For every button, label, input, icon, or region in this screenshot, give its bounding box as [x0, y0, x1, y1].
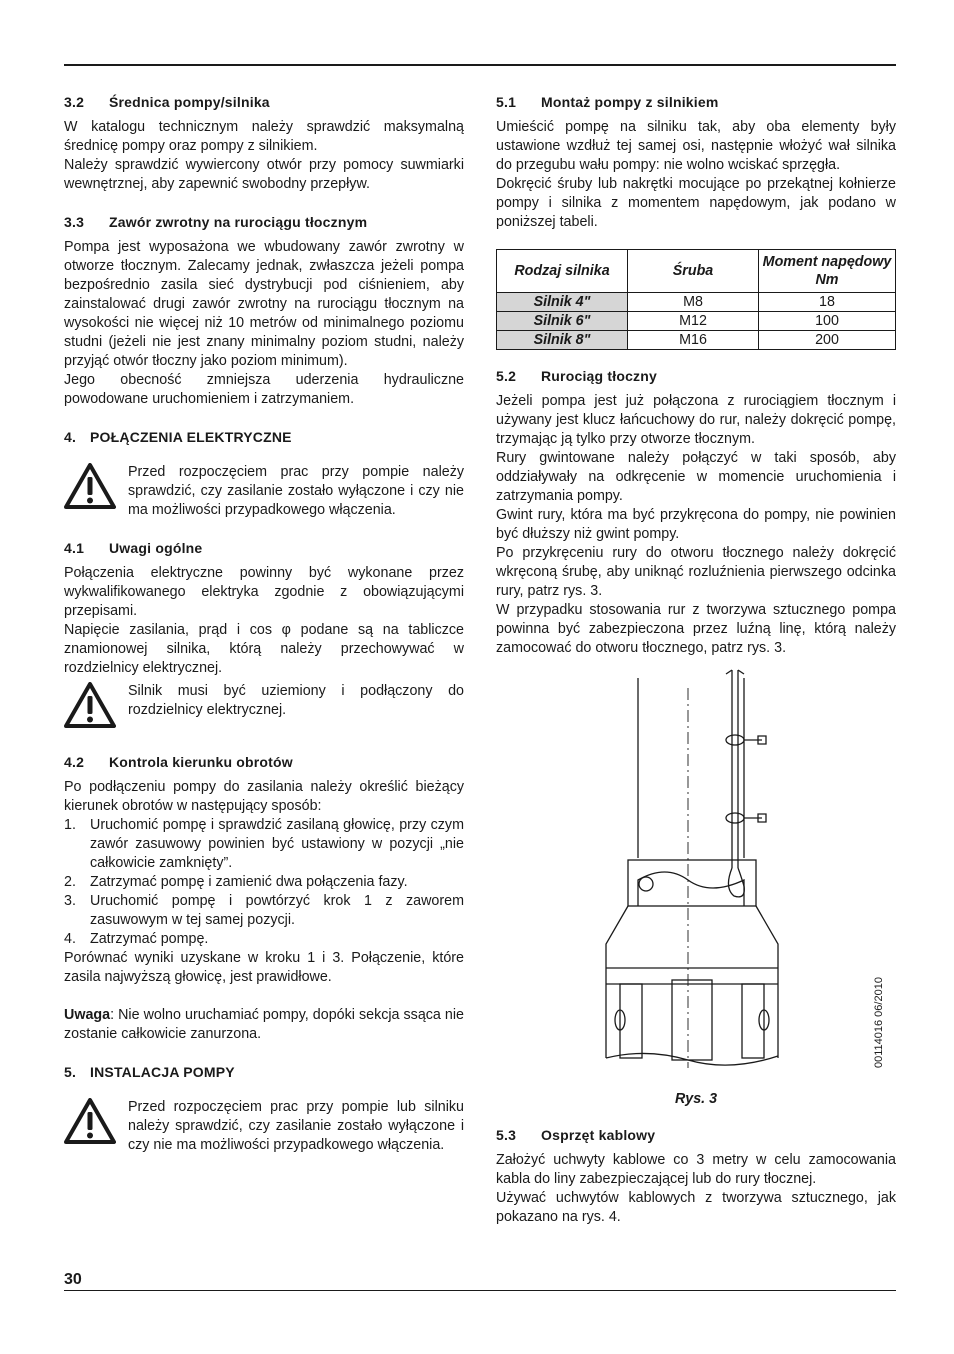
paragraph: Umieścić pompę na silniku tak, aby oba elementy były ustawione wzdłuż tej samej osi, następnie włożyć wał silnika do przegubu wału pompy: nie wolno wciskać sprzęgła.: [496, 119, 896, 173]
paragraph: W katalogu technicznym należy sprawdzić maksymalną średnicę pompy oraz pompy z silnikiem.: [64, 119, 464, 154]
table-header-row: [497, 250, 896, 293]
table-cell: M12: [628, 312, 759, 331]
right-column: [496, 92, 896, 1227]
table-row: [497, 312, 896, 331]
paragraph: Po podłączeniu pompy do zasilania należy określić bieżący kierunek obrotów w następujący sposób:: [64, 779, 464, 814]
heading-3-3: 3.3 Zawór zwrotny na rurociągu tłocznym: [64, 214, 368, 230]
figure-code: 00114016 06/2010: [873, 977, 885, 1068]
warning-block: Przed rozpoczęciem prac przy pompie lub silniku należy sprawdzić, czy zasilanie zostało wyłączone i czy nie ma możliwości przypadkowego włączenia.: [64, 1098, 464, 1155]
paragraph: Należy sprawdzić wywiercony otwór przy pomocy suwmiarki wewnętrznej, aby zapewnić swobodny przepływ.: [64, 157, 464, 192]
table-cell: 200: [759, 331, 896, 350]
list-item: 2. Zatrzymać pompę i zamienić dwa połączenia fazy.: [64, 874, 408, 890]
paragraph: Założyć uchwyty kablowe co 3 metry w celu zamocowania kabla do liny zabezpieczającej lub do rury tłocznej.: [496, 1152, 896, 1187]
list-item: 4. Zatrzymać pompę.: [64, 931, 209, 947]
paragraph: Jeżeli pompa jest już połączona z rurociągiem tłocznym i używany jest klucz łańcuchowy do rur, należy dokręcić pompę, trzymając ją tylko przy otworze tłocznym.: [496, 393, 896, 447]
table-cell: Silnik 8": [497, 331, 628, 350]
steps-list: [64, 816, 464, 949]
paragraph: Jego obecność zmniejsza uderzenia hydrauliczne powodowane uruchomieniem i zatrzymaniem.: [64, 372, 464, 407]
pump-pipe-drawing: [496, 668, 896, 1088]
page-number: 30: [64, 1271, 82, 1288]
paragraph: Używać uchwytów kablowych z tworzywa sztucznego, jak pokazano na rys. 4.: [496, 1190, 896, 1225]
paragraph: W przypadku stosowania rur z tworzywa sztucznego pompa powinna być zabezpieczona przez luźną linę, którą należy zamocować do otworu tłocznego, patrz rys. 3.: [496, 602, 896, 656]
paragraph: Dokręcić śruby lub nakrętki mocujące po przekątnej kołnierze pompy i silnika z momentem napędowym, jak podano w poniższej tabeli.: [496, 176, 896, 230]
figure-caption: Rys. 3: [674, 1091, 718, 1107]
table-header: Rodzaj silnika: [497, 250, 628, 293]
bottom-rule: [64, 1290, 896, 1291]
heading-5-3: 5.3 Osprzęt kablowy: [496, 1127, 656, 1143]
list-item: 1. Uruchomić pompę i sprawdzić zasilaną głowicę, przy czym zawór zasuwowy powinien być ustawiony w pozycji „nie całkowicie zamknięty”.: [64, 817, 464, 871]
warning-icon: [64, 463, 128, 515]
table-cell: 100: [759, 312, 896, 331]
paragraph: Napięcie zasilania, prąd i cos φ podane są na tabliczce znamionowej silnika, którą należy przechowywać w rozdzielnicy elektrycznej.: [64, 622, 464, 676]
heading-5: 5. INSTALACJA POMPY: [64, 1064, 235, 1080]
table-cell: Silnik 4": [497, 293, 628, 312]
paragraph: Gwint rury, która ma być przykręcona do pompy, nie powinien być dłuższy niż gwint pompy.: [496, 507, 896, 542]
paragraph: Połączenia elektryczne powinny być wykonane przez wykwalifikowanego elektryka zgodnie z obowiązującymi przepisami.: [64, 565, 464, 619]
heading-5-2: 5.2 Rurociąg tłoczny: [496, 368, 657, 384]
table-header: Śruba: [628, 250, 759, 293]
heading-5-1: 5.1 Montaż pompy z silnikiem: [496, 94, 719, 110]
note: Uwaga: Nie wolno uruchamiać pompy, dopóki sekcja ssąca nie zostanie całkowicie zanurzona.: [64, 1007, 464, 1042]
left-column: [64, 92, 464, 1155]
table-cell: M8: [628, 293, 759, 312]
warning-icon: [64, 1098, 128, 1150]
warning-block: Przed rozpoczęciem prac przy pompie należy sprawdzić, czy zasilanie zostało wyłączone i czy nie ma możliwości przypadkowego włączenia.: [64, 463, 464, 520]
torque-table: [496, 249, 896, 350]
table-cell: Silnik 6": [497, 312, 628, 331]
top-rule: [64, 64, 896, 66]
warning-icon: [64, 682, 128, 734]
paragraph: Pompa jest wyposażona we wbudowany zawór zwrotny w otworze tłocznym. Zalecamy jednak, zwłaszcza jeżeli pompa bezpośrednio zasila sieć dystrybucji pod ciśnieniem, aby zainstalować drugi zawór zwrotny na rurociągu tłocznym na wysokości nie więcej niż 10 metrów od minimalnego poziomu studni (jeżeli nie jest znany minimalny poziom studni, należy przyjąć otwór tłoczny jako poziom minimum).: [64, 239, 464, 369]
paragraph: Rury gwintowane należy połączyć w taki sposób, aby oddziaływały na odkręcenie w momencie uruchomienia i zatrzymania pompy.: [496, 450, 896, 504]
table-header: Moment napędowy Nm: [759, 250, 896, 293]
heading-4-1: 4.1 Uwagi ogólne: [64, 540, 203, 556]
heading-4: 4. POŁĄCZENIA ELEKTRYCZNE: [64, 429, 292, 445]
heading-3-2: 3.2 Średnica pompy/silnika: [64, 94, 270, 110]
table-row: [497, 293, 896, 312]
figure-3: [496, 668, 896, 1088]
paragraph: Po przykręceniu rury do otworu tłocznego należy dokręcić wkręconą śrubę, aby uniknąć rozluźnienia pierwszego odcinka rury, patrz rys. 3.: [496, 545, 896, 599]
table-cell: M16: [628, 331, 759, 350]
heading-4-2: 4.2 Kontrola kierunku obrotów: [64, 754, 293, 770]
warning-block: Silnik musi być uziemiony i podłączony do rozdzielnicy elektrycznej.: [64, 682, 464, 734]
table-row: [497, 331, 896, 350]
paragraph: Porównać wyniki uzyskane w kroku 1 i 3. Połączenie, które zasila najwyższą głowicę, jest prawidłowe.: [64, 950, 464, 985]
table-cell: 18: [759, 293, 896, 312]
list-item: 3. Uruchomić pompę i powtórzyć krok 1 z zaworem zasuwowym w tej samej pozycji.: [64, 893, 464, 928]
